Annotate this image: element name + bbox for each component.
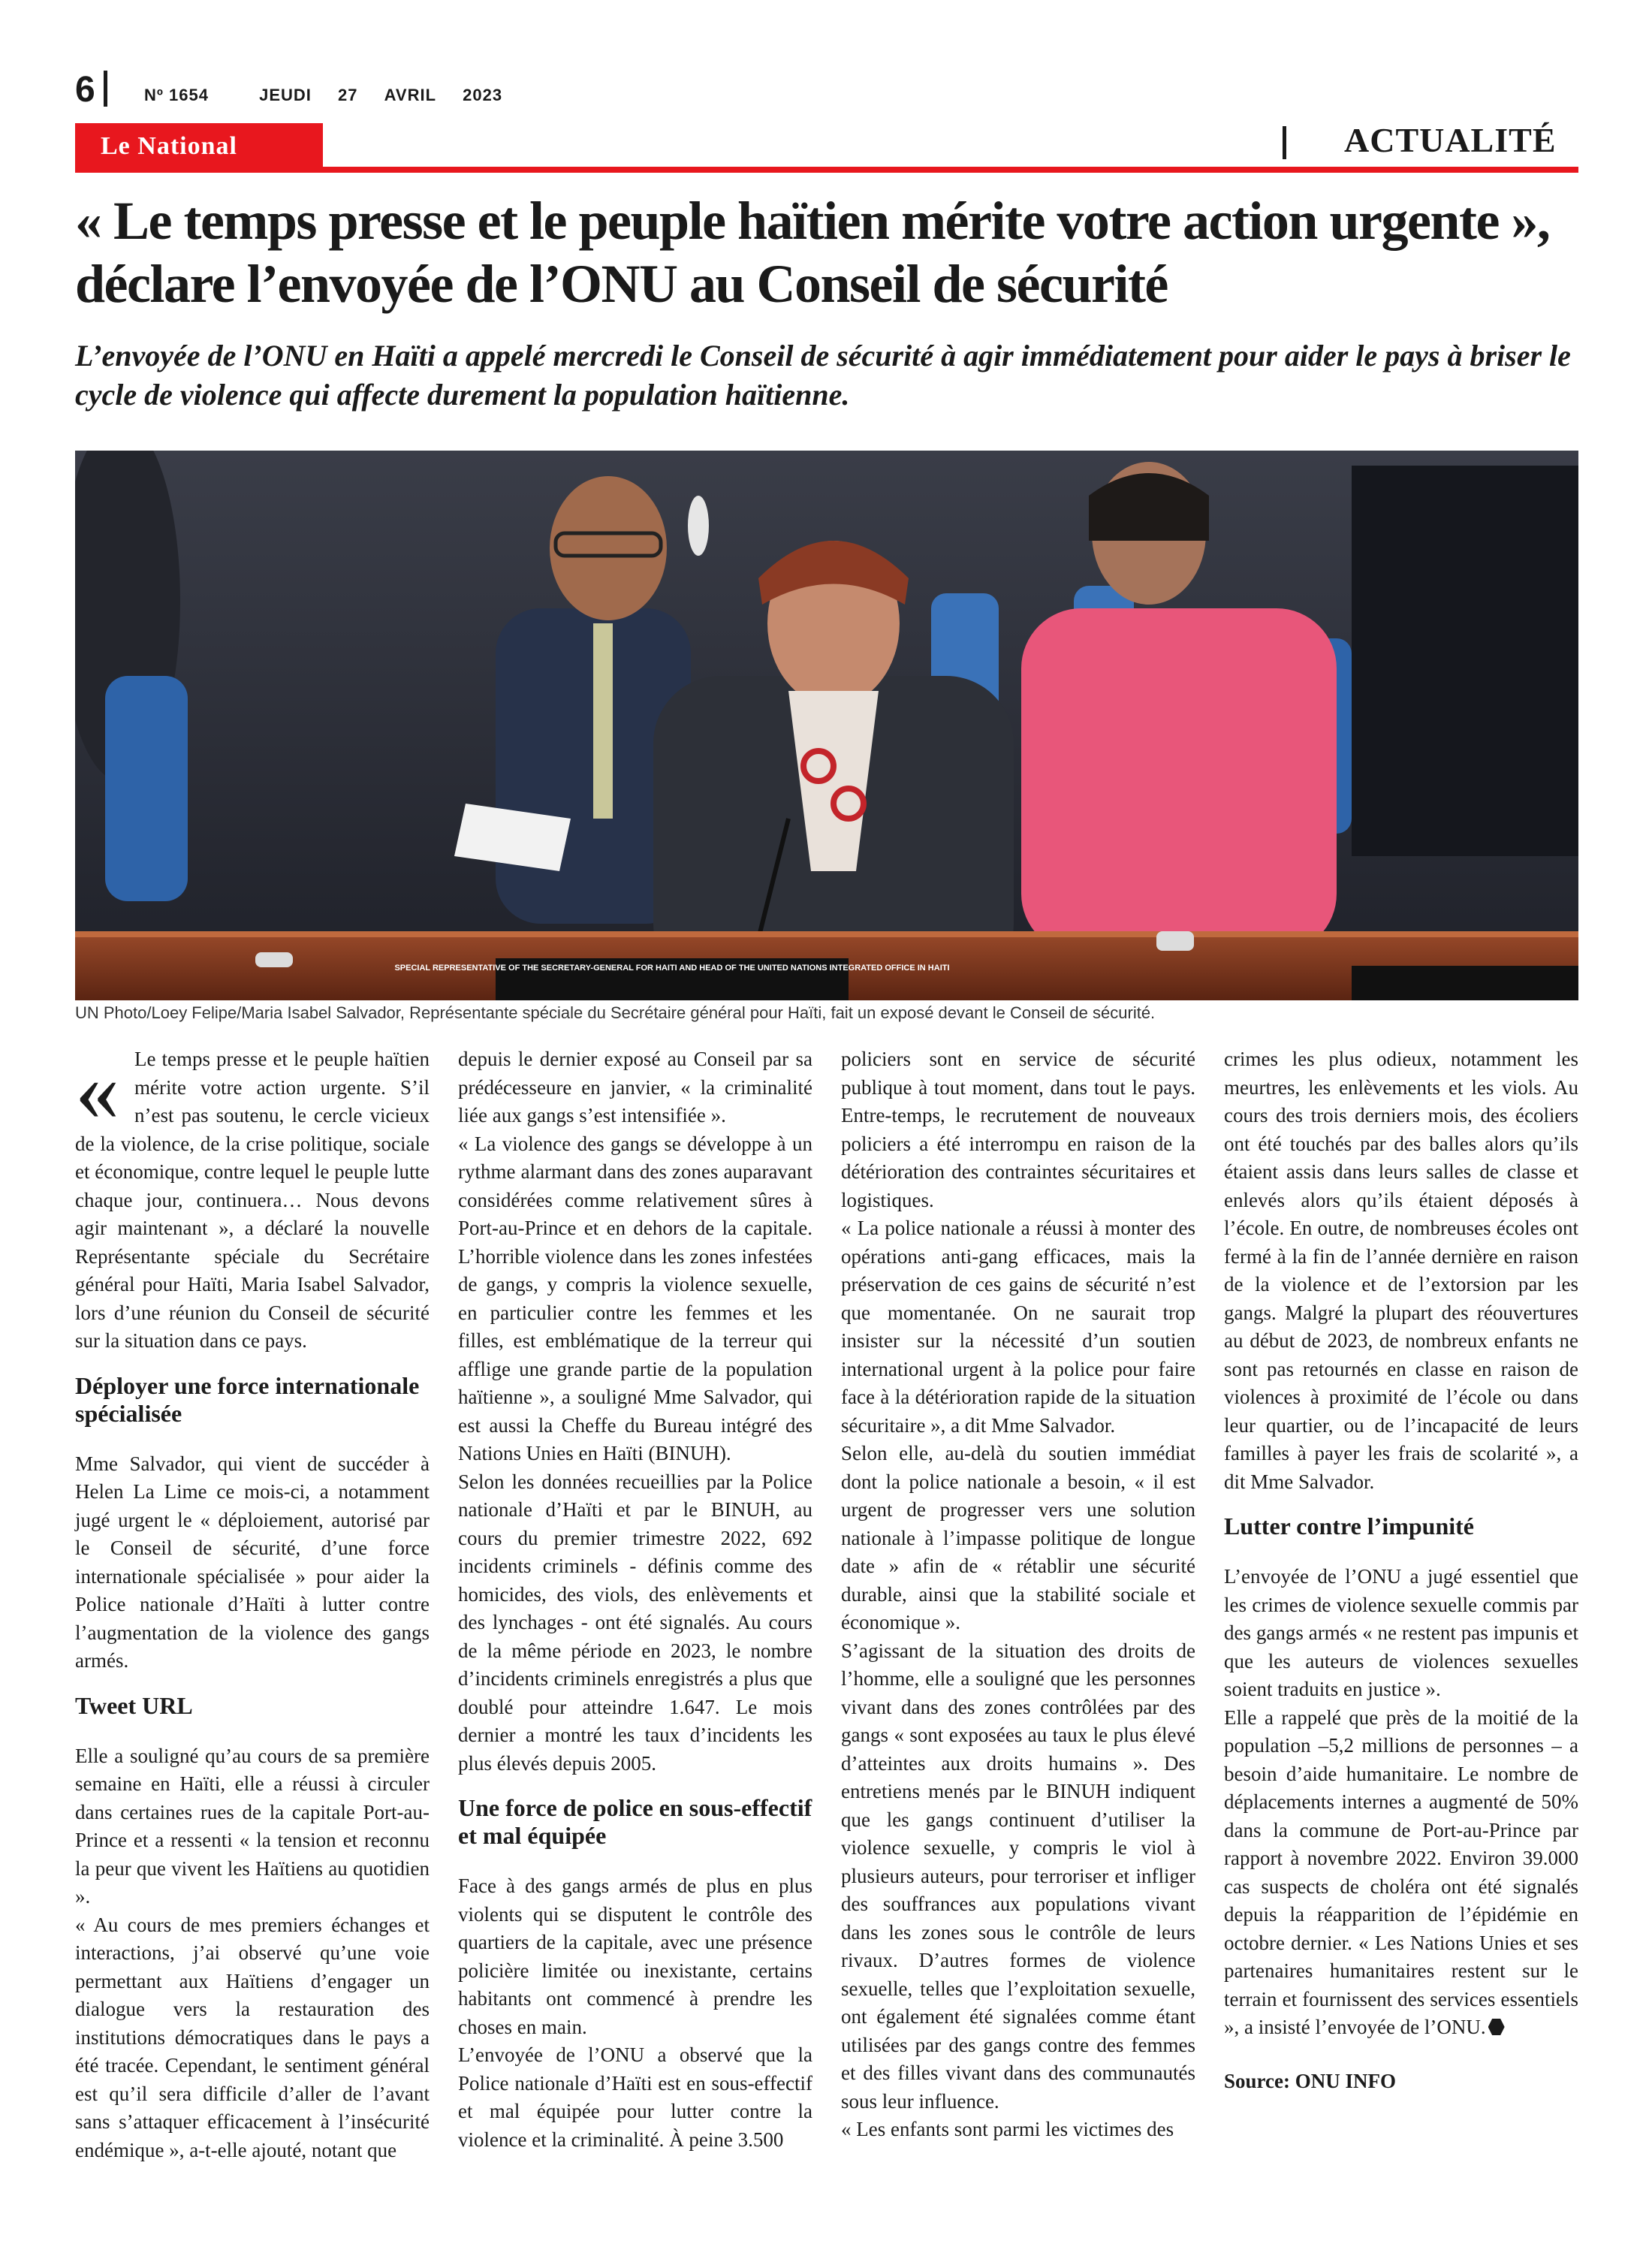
placard-text: SPECIAL REPRESENTATIVE OF THE SECRETARY-GENERAL FOR HAITI AND HEAD OF THE UNITED NATIONS INTEGRATED OFFICE IN HAITI [394,964,950,973]
dropcap-quote: « [75,1041,119,1139]
paragraph-text: Le temps presse et le peuple haïtien mérite votre action urgente. S’il n’est pas soutenu, le cercle vicieux de la violence, de la crise politique, sociale et économique, contre lequel le peuple lutte chaque jour, continuera… Nous devons agir maintenant », a déclaré la nouvelle Représentante spéciale du Secrétaire général pour Haïti, Maria Isabel Salvador, lors d’une réunion du Conseil de sécurité sur la situation dans ce pays. [75,1048,430,1352]
article-column-4 [1224,1045,1578,2095]
paragraph-text: Elle a rappelé que près de la moitié de la population –5,2 millions de personnes – a besoin d’aide humanitaire. Le nombre de déplacements internes a augmenté de 50% dans la commune de Port-au-Prince par rapport à novembre 2022. Environ 39.000 cas suspects de choléra ont été signalés depuis la réapparition de l’épidémie en octobre dernier. « Les Nations Unies et ses partenaires humanitaires restent sur le terrain et fournissent des services essentiels », a insisté l’envoyée de l’ONU. [1224,1706,1578,2038]
paragraph: Selon elle, au-delà du soutien immédiat dont la police nationale a besoin, « il est urgent de progresser vers une solution nationale à l’impasse politique de longue date » afin de « rétablir une sécurité durable, ainsi que la stabilité sociale et économique ». [841,1442,1195,1633]
section-label: ACTUALITÉ [1344,121,1557,159]
paragraph: « Les enfants sont parmi les victimes des [841,2118,1174,2140]
issue-month: AVRIL [384,86,437,104]
paragraph: « La police nationale a réussi à monter des opérations anti-gang efficaces, mais la préservation de ces gains de sécurité n’est que momentanée. On ne saurait trop insister sur la nécessité d’un soutien international urgent à la police pour faire face à la détérioration rapide de la situation sécuritaire », a dit Mme Salvador. [841,1217,1195,1437]
article-column-3 [841,1045,1195,2144]
paragraph: « Au cours de mes premiers échanges et interactions, j’ai observé qu’une voie permettant aux Haïtiens d’engager un dialogue vers la restauration des institutions démocratiques dans le pays a été tracée. Cependant, le sentiment général est qu’il sera difficile d’aller de l’avant sans s’attaquer efficacement à l’insécurité endémique », a-t-elle ajouté, notant que [75,1913,430,2161]
paragraph: policiers sont en service de sécurité publique à tout moment, dans tout le pays. Entre-temps, le recrutement de nouveaux policiers a été interrompu en raison de la détérioration des contraintes sécuritaires et logistiques. [841,1048,1195,1211]
paragraph [1224,1704,1578,2042]
issue-year: 2023 [463,86,503,104]
article-photo [75,451,1578,1000]
subhead-impunite: Lutter contre l’impunité [1224,1513,1474,1540]
photo-illustration [75,451,1578,1000]
paragraph: depuis le dernier exposé au Conseil par sa prédécesseure en janvier, « la criminalité liée aux gangs s’est intensifiée ». [458,1048,812,1126]
article-column-1 [75,1041,430,2164]
end-mark-icon [1488,2019,1505,2035]
page-number: 6 [75,70,95,110]
subhead-force-de-police: Une force de police en sous-effectif et mal équipée [458,1794,812,1849]
issue-day: 27 [338,86,358,104]
photo-caption: UN Photo/Loey Felipe/Maria Isabel Salvador, Représentante spéciale du Secrétaire général pour Haïti, fait un exposé devant le Conseil de sécurité. [75,1003,1156,1022]
paragraph [75,1041,430,1356]
paragraph: Elle a souligné qu’au cours de sa première semaine en Haïti, elle a réussi à circuler dans certaines rues de la capitale Port-au-Prince et a ressenti « la tension et reconnu la peur que vivent les Haïtiens au quotidien ». [75,1744,430,1908]
brand-name: Le National [101,132,237,160]
section-divider [1283,126,1286,159]
paragraph: S’agissant de la situation des droits de l’homme, elle a souligné que les personnes vivant dans des zones contrôlées par des gangs « sont exposées au taux le plus élevé d’atteintes aux droits humains ». Des entretiens menés par le BINUH indiquent que les gangs continuent d’utiliser la violence sexuelle, y compris le viol à plusieurs auteurs, pour terroriser et infliger des souffrances aux populations vivant dans les zones sous le contrôle de leurs rivaux. D’autres formes de violence sexuelle, telles que l’exploitation sexuelle, ont également été signalées comme étant utilisées par des gangs contre des femmes et des filles vivant dans des communautés sous leur influence. [841,1639,1195,2113]
issue-line [144,86,523,105]
paragraph: L’envoyée de l’ONU a observé que la Police nationale d’Haïti est en sous-effectif et mal équipée pour lutter contre la violence et la criminalité. À peine 3.500 [458,2043,812,2151]
subhead-tweet-url: Tweet URL [75,1691,193,1719]
article-headline: « Le temps presse et le peuple haïtien mérite votre action urgente », déclare l’envoyée de l’ONU au Conseil de sécurité [75,191,1550,314]
issue-weekday: JEUDI [259,86,312,104]
header-rule [75,167,1578,173]
paragraph: Face à des gangs armés de plus en plus violents qui se disputent le contrôle des quartiers de la capitale, avec une présence policière limitée ou inexistante, certains habitants ont commencé à prendre les choses en main. [458,1874,812,2038]
issue-number: Nº 1654 [144,86,209,104]
subhead-force-internationale: Déployer une force internationale spécialisée [75,1371,420,1427]
article-source: Source: ONU INFO [1224,2069,1396,2092]
page-number-divider [104,71,107,107]
article-standfirst: L’envoyée de l’ONU en Haïti a appelé mercredi le Conseil de sécurité à agir immédiatement pour aider le pays à briser le cycle de violence qui affecte durement la population haïtienne. [75,339,1571,412]
paragraph: L’envoyée de l’ONU a jugé essentiel que les crimes de violence sexuelle commis par des gangs armés « ne restent pas impunis et que les auteurs de violences sexuelles soient traduits en justice ». [1224,1565,1578,1700]
paragraph: « La violence des gangs se développe à un rythme alarmant dans des zones auparavant considérées comme relativement sûres à Port-au-Prince et en dehors de la capitale. L’horrible violence dans les zones infestées de gangs, y compris la violence sexuelle, en particulier contre les femmes et les filles, est emblématique de la terreur qui afflige une grande partie de la population haïtienne », a souligné Mme Salvador, qui est aussi la Cheffe du Bureau intégré des Nations Unies en Haïti (BINUH). [458,1132,812,1464]
paragraph: Mme Salvador, qui vient de succéder à Helen La Lime ce mois-ci, a notamment jugé urgent le « déploiement, autorisé par le Conseil de sécurité, d’une force internationale spécialisée » pour aider la Police nationale d’Haïti à lutter contre l’augmentation de la violence des gangs armés. [75,1452,430,1672]
paragraph: crimes les plus odieux, notamment les meurtres, les enlèvements et les viols. Au cours des trois derniers mois, des écoliers ont été touchés par des balles alors qu’ils étaient assis dans leurs salles de classe et enlevés alors qu’ils étaient déposés à l’école. En outre, de nombreuses écoles ont fermé à la fin de l’année dernière en raison de la violence et de l’extorsion par les gangs. Malgré la plupart des réouvertures au début de 2023, de nombreux enfants ne sont pas retournés en classe en raison de violences à proximité de l’école ou dans leur quartier, ou de l’incapacité de leurs familles à payer les frais de scolarité », a dit Mme Salvador. [1224,1048,1578,1493]
article-column-2 [458,1045,812,2154]
paragraph: Selon les données recueillies par la Police nationale d’Haïti et par le BINUH, au cours du premier trimestre 2022, 692 incidents criminels - définis comme des homicides, des viols, des enlèvements et des lynchages - ont été signalés. Au cours de la même période en 2023, le nombre d’incidents criminels enregistrés a plus que doublé pour atteindre 1.647. Le mois dernier a montré les taux d’incidents les plus élevés depuis 2005. [458,1470,812,1775]
